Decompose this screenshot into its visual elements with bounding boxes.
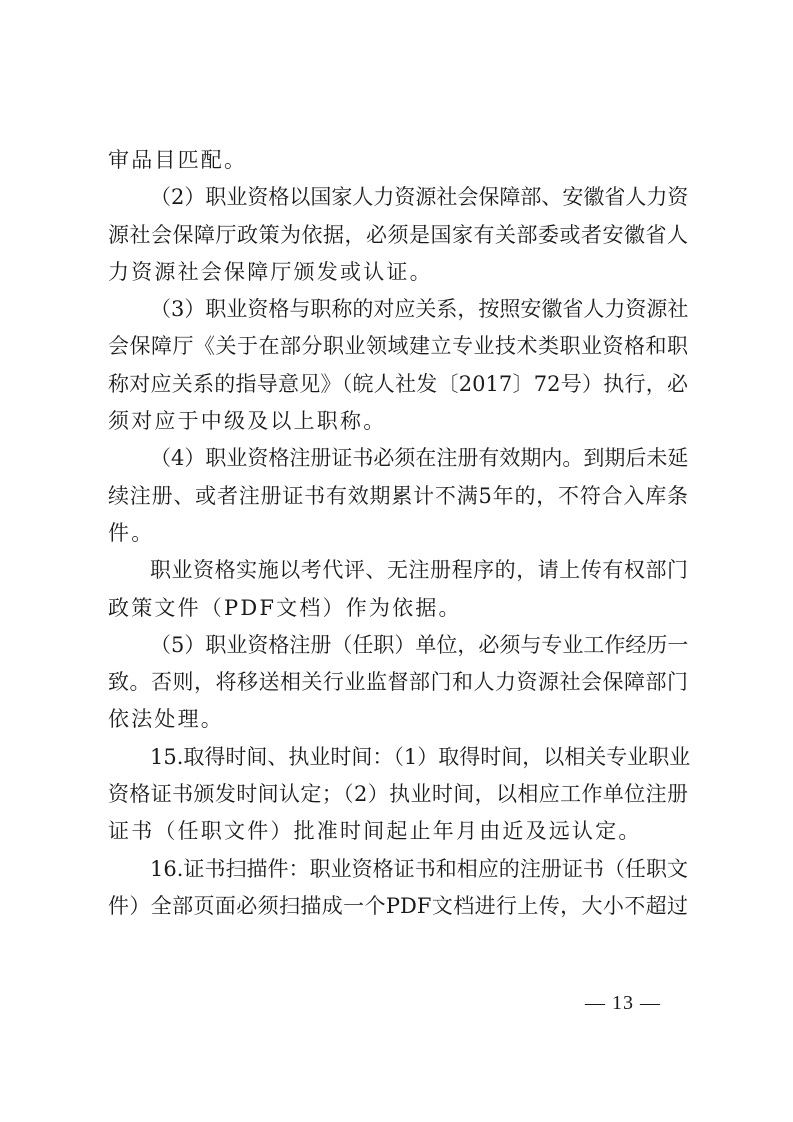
paragraph-line: 件）全部页面必须扫描成一个PDF文档进行上传，大小不超过 bbox=[108, 893, 688, 918]
paragraph-line: 源社会保障厅政策为依据，必须是国家有关部委或者安徽省人 bbox=[108, 222, 688, 247]
paragraph-line: 续注册、或者注册证书有效期累计不满5年的，不符合入库条 bbox=[108, 483, 688, 508]
page-number: — 13 — bbox=[585, 992, 661, 1014]
paragraph-line: （4）职业资格注册证书必须在注册有效期内。到期后未延 bbox=[150, 446, 689, 471]
body-text bbox=[108, 142, 691, 925]
paragraph-line: 15.取得时间、执业时间：（1）取得时间，以相关专业职业 bbox=[150, 744, 691, 769]
paragraph-line: 致。否则，将移送相关行业监督部门和人力资源社会保障部门 bbox=[108, 670, 688, 695]
paragraph-line: 件。 bbox=[108, 520, 155, 545]
paragraph-line: 称对应关系的指导意见》（皖人社发〔2017〕72号）执行，必 bbox=[108, 371, 688, 396]
paragraph-line: 资格证书颁发时间认定；（2）执业时间，以相应工作单位注册 bbox=[108, 782, 688, 807]
paragraph-line: （5）职业资格注册（任职）单位，必须与专业工作经历一 bbox=[150, 632, 689, 657]
paragraph-line: 政策文件（PDF文档）作为依据。 bbox=[108, 595, 462, 620]
paragraph-line: 审品目匹配。 bbox=[108, 148, 248, 172]
paragraph-line: （3）职业资格与职称的对应关系，按照安徽省人力资源社 bbox=[150, 297, 689, 322]
paragraph-line: 16.证书扫描件：职业资格证书和相应的注册证书（任职文 bbox=[150, 856, 688, 881]
paragraph-line: 依法处理。 bbox=[108, 707, 224, 732]
paragraph-line: 职业资格实施以考代评、无注册程序的，请上传有权部门 bbox=[150, 558, 688, 583]
paragraph-line: 证书（任职文件）批准时间起止年月由近及远认定。 bbox=[108, 819, 642, 844]
paragraph-line: （2）职业资格以国家人力资源社会保障部、安徽省人力资 bbox=[150, 185, 689, 210]
paragraph-line: 会保障厅《关于在部分职业领域建立专业技术类职业资格和职 bbox=[108, 334, 688, 359]
paragraph-line: 须对应于中级及以上职称。 bbox=[108, 409, 387, 434]
paragraph-line: 力资源社会保障厅颁发或认证。 bbox=[108, 259, 433, 284]
